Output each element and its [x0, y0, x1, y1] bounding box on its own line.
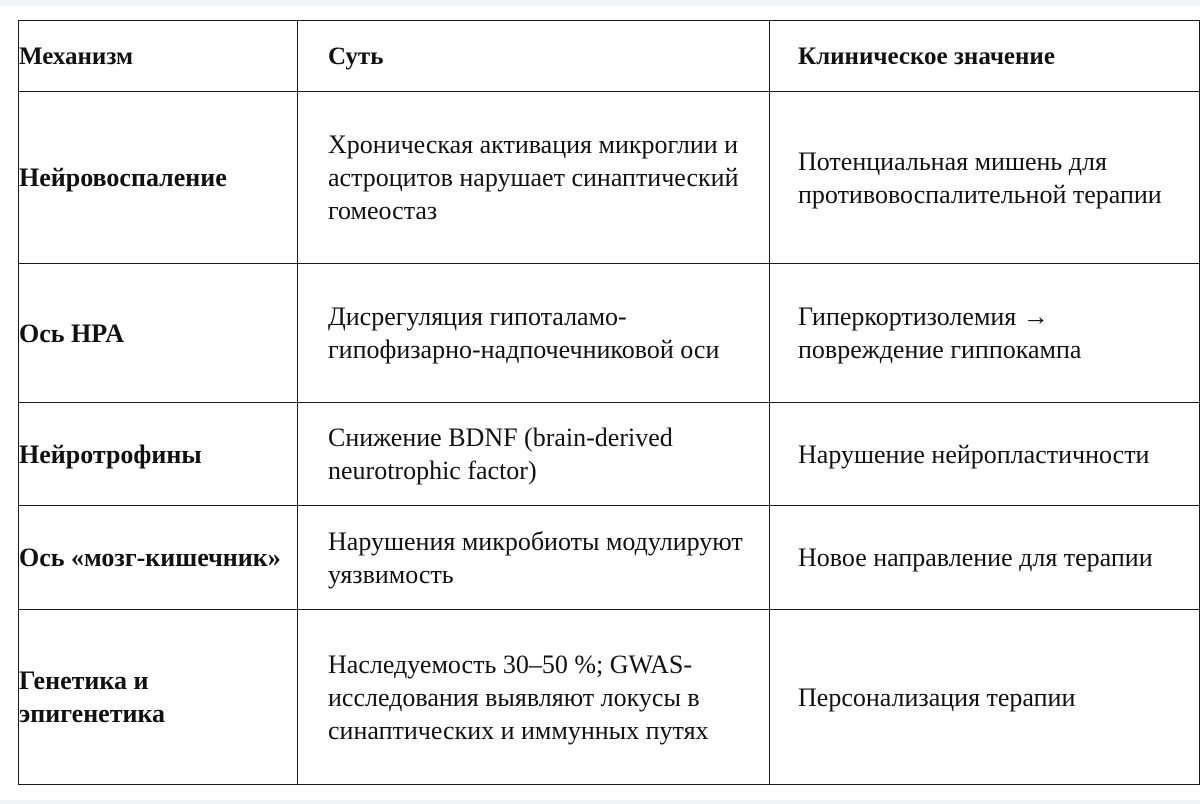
table-row	[19, 610, 1200, 785]
cell-clinical: Персонализация терапии	[770, 610, 1200, 785]
table-header-row	[19, 21, 1200, 92]
cell-essence: Нарушения микробиоты модулируют уязвимость	[298, 506, 770, 610]
mechanisms-table	[18, 20, 1200, 785]
table-row	[19, 403, 1200, 506]
header-clinical: Клиническое значение	[770, 21, 1200, 92]
document-page	[0, 6, 1200, 800]
cell-essence: Снижение BDNF (brain-derived neurotrophic factor)	[298, 403, 770, 506]
cell-clinical: Нарушение нейропластичности	[770, 403, 1200, 506]
cell-mechanism: Генетика и эпигенетика	[19, 610, 298, 785]
cell-essence: Дисрегуляция гипоталамо-гипофизарно-надпочечниковой оси	[298, 264, 770, 403]
header-essence: Суть	[298, 21, 770, 92]
cell-mechanism: Нейротрофины	[19, 403, 298, 506]
cell-mechanism: Ось HPA	[19, 264, 298, 403]
cell-mechanism: Ось «мозг-кишечник»	[19, 506, 298, 610]
table-row	[19, 92, 1200, 264]
header-mechanism: Механизм	[19, 21, 298, 92]
cell-essence: Хроническая активация микроглии и астроцитов нарушает синаптический гомеостаз	[298, 92, 770, 264]
cell-essence: Наследуемость 30–50 %; GWAS-исследования выявляют локусы в синаптических и иммунных путях	[298, 610, 770, 785]
cell-clinical: Потенциальная мишень для противовоспалительной терапии	[770, 92, 1200, 264]
cell-clinical: Новое направление для терапии	[770, 506, 1200, 610]
cell-mechanism: Нейровоспаление	[19, 92, 298, 264]
cell-clinical: Гиперкортизолемия → повреждение гиппокампа	[770, 264, 1200, 403]
table-row	[19, 506, 1200, 610]
table-row	[19, 264, 1200, 403]
